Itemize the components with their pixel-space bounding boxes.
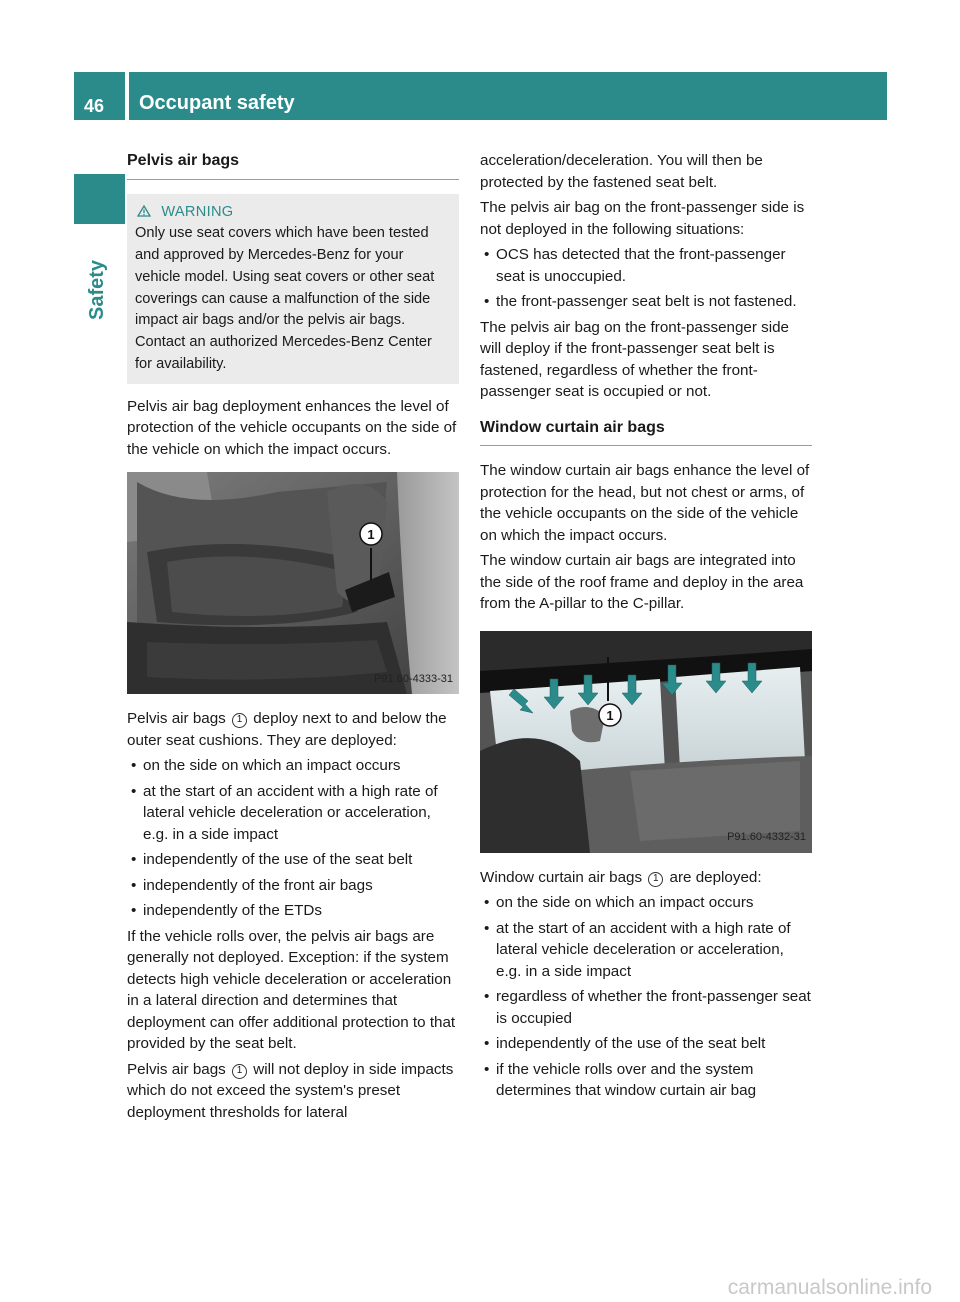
list-item: • on the side on which an impact occurs (480, 892, 812, 914)
nodeploy-post: will not deploy in side impacts which do not exceed the system's preset deployment thresholds for lateral (127, 1060, 454, 1121)
curtain-deploy-post: are deployed: (669, 868, 762, 886)
pelvis-intro: Pelvis air bag deployment enhances the level of protection of the vehicle occupants on the side of the vehicle on which the impact occurs. (127, 397, 457, 458)
passenger-deploy: The pelvis air bag on the front-passenger side will deploy if the front-passenger seat belt is fastened, regardless of whether the front-passenger seat is occupied or not. (480, 318, 789, 400)
page-number: 46 (74, 72, 125, 120)
callout-1-icon: 1 (648, 872, 663, 887)
list-item: • independently of the use of the seat belt (480, 1033, 812, 1055)
curtain-callout-1: 1 (606, 707, 614, 723)
curtain-p1: The window curtain air bags enhance the level of protection for the head, but not chest or arms, of the vehicle occupants on the side of the vehicle on which the impact occurs. (480, 462, 810, 544)
figure-code-curtain: P91.60-4332-31 (727, 831, 806, 843)
continuation-text: acceleration/deceleration. You will then be protected by the fastened seat belt. (480, 152, 763, 191)
seat-callout-1: 1 (367, 527, 375, 543)
warning-triangle-icon (137, 204, 155, 220)
pelvis-deploy-list (127, 755, 459, 922)
list-item: • OCS has detected that the front-passenger seat is unoccupied. (480, 244, 812, 287)
chapter-title: Occupant safety (129, 72, 887, 120)
curtain-deploy-list (480, 892, 812, 1102)
list-item: • independently of the ETDs (127, 900, 459, 922)
list-item: • if the vehicle rolls over and the system determines that window curtain air bag (480, 1059, 812, 1102)
figure-code-seat: P91.60-4333-31 (374, 672, 453, 685)
warning-title-text: WARNING (161, 203, 234, 220)
warning-title (137, 202, 451, 224)
curtain-deploy-pre: Window curtain air bags (480, 868, 643, 886)
list-item: • at the start of an accident with a high rate of lateral vehicle deceleration or acceleration, e.g. in a side impact (480, 918, 812, 983)
right-column (480, 150, 812, 1106)
pelvis-airbag-figure (127, 472, 459, 694)
section-heading-pelvis: Pelvis air bags (127, 150, 459, 180)
warning-text: Only use seat covers which have been tested and approved by Mercedes-Benz for your vehicle model. Using seat covers or other seat coverings can cause a malfunction of the side impact air bags and/or the pelvis air bags. Contact an authorized Mercedes-Benz Center for availability. (135, 225, 435, 373)
list-item: • at the start of an accident with a high rate of lateral vehicle deceleration or acceleration, e.g. in a side impact (127, 781, 459, 846)
passenger-list (480, 244, 812, 313)
side-tab-block (74, 174, 125, 224)
list-item: • independently of the use of the seat belt (127, 849, 459, 871)
left-column (127, 150, 459, 1127)
list-item: • regardless of whether the front-passenger seat is occupied (480, 986, 812, 1029)
curtain-airbag-figure (480, 631, 812, 853)
curtain-p2: The window curtain air bags are integrated into the side of the roof frame and deploy in the area from the A-pillar to the C-pillar. (480, 552, 804, 612)
passenger-intro: The pelvis air bag on the front-passenger side is not deployed in the following situations: (480, 199, 805, 238)
nodeploy-text (127, 1059, 459, 1124)
seat-illustration (127, 472, 459, 694)
curtain-illustration (480, 631, 812, 853)
list-item: • the front-passenger seat belt is not fastened. (480, 291, 812, 313)
warning-box (127, 194, 459, 384)
section-heading-curtain: Window curtain air bags (480, 417, 812, 447)
rollover-text: If the vehicle rolls over, the pelvis air bags are generally not deployed. Exception: if the system detects high vehicle deceleration or acceleration in a lateral direction and determines that deployment can offer additional protection to that provided by the seat belt. (127, 927, 456, 1053)
watermark-bar (0, 1276, 960, 1302)
pelvis-deploy-pre: Pelvis air bags (127, 710, 226, 728)
pelvis-deploy-intro (127, 708, 459, 751)
nodeploy-pre: Pelvis air bags (127, 1060, 226, 1078)
list-item: • independently of the front air bags (127, 875, 459, 897)
callout-1-icon: 1 (232, 1064, 247, 1079)
watermark-link[interactable]: carmanualsonline.info (727, 1276, 932, 1299)
side-tab-label: Safety (86, 259, 108, 320)
pelvis-deploy-post: deploy next to and below the outer seat cushions. They are deployed: (127, 710, 447, 749)
list-item: • on the side on which an impact occurs (127, 755, 459, 777)
curtain-deploy-intro (480, 867, 812, 889)
callout-1-icon: 1 (232, 713, 247, 728)
